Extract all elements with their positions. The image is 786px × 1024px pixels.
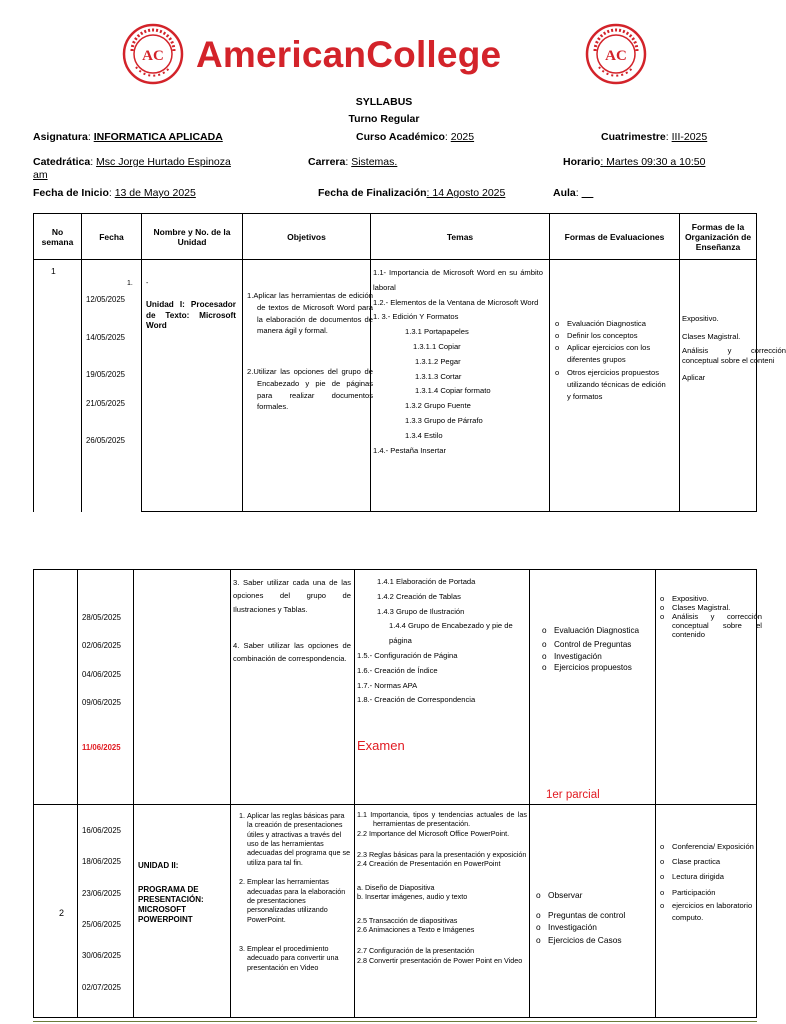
footer-divider <box>33 1021 757 1022</box>
date: 30/06/2025 <box>82 951 122 960</box>
objective-item: 4. Saber utilizar las opciones de combinación de correspondencia. <box>233 641 351 664</box>
date: 02/07/2025 <box>82 983 122 992</box>
date: 23/06/2025 <box>82 889 122 898</box>
page-title: SYLLABUS <box>355 96 413 108</box>
unit-dash: - <box>146 280 149 287</box>
date: 16/06/2025 <box>82 826 122 835</box>
date: 04/06/2025 <box>82 670 122 679</box>
col-header-objectives: Objetivos <box>243 214 371 260</box>
week-number: 1 <box>51 266 56 276</box>
col-header-unit: Nombre y No. de la Unidad <box>142 214 243 260</box>
field-curso: Curso Académico: 2025 <box>356 131 475 143</box>
document-header <box>0 0 768 96</box>
exam-date: 11/06/2025 <box>82 743 121 752</box>
date: 19/05/2025 <box>86 370 126 379</box>
table-row <box>34 260 757 512</box>
col-header-organization: Formas de la Organización de Enseñanza <box>680 214 757 260</box>
organization-list: o Expositivo. o Clases Magistral. o Análisis y corrección conceptual sobre el contenido <box>658 594 762 640</box>
syllabus-table-part1 <box>33 213 786 512</box>
field-catedratica-cont: am <box>33 169 48 181</box>
date: 12/05/2025 <box>86 295 126 304</box>
date: 18/06/2025 <box>82 857 122 866</box>
date: 26/05/2025 <box>86 436 126 445</box>
syllabus-table-part2 <box>33 569 762 1018</box>
topics-list: 1.1- Importancia de Microsoft Word en su ámbito laboral 1.2.- Elementos de la Ventana de Microsoft Word 1. 3.- Edición Y Formatos 1.3.1 Portapapeles 1.3.1.1 Copiar 1.3.1.2 Pegar 1.3.1.3 Cortar 1.3.1.4 Copiar formato 1.3.2 Grupo Fuente 1.3.3 Grupo de Párrafo 1.3.4 Estilo 1.4.- Pestaña Insertar <box>373 268 543 455</box>
unit-title: UNIDAD II: <box>138 861 179 870</box>
date: 25/06/2025 <box>82 920 122 929</box>
week-number: 2 <box>59 908 65 918</box>
college-seal-icon <box>122 23 184 85</box>
col-header-evaluations: Formas de Evaluaciones <box>550 214 680 260</box>
brand-name: AmericanCollege <box>196 34 502 75</box>
date: 14/05/2025 <box>86 333 126 342</box>
exam-label: Examen <box>357 738 405 753</box>
field-catedratica: Catedrática: Msc Jorge Hurtado Espinoza <box>33 156 231 168</box>
objective-item: 1.Aplicar las herramientas de edición de textos de Microsoft Word para la elaboración de documentos de manera ágil y formal. <box>247 291 373 336</box>
topics-list: 1.4.1 Elaboración de Portada 1.4.2 Creación de Tablas 1.4.3 Grupo de Ilustración 1.4.4 Grupo de Encabezado y pie de página 1.5.- Configuración de Página 1.6.- Creación de Índice 1.7.- Normas APA 1.8.- Creación de Correspondencia <box>357 577 513 705</box>
unit-number: 1. <box>127 280 133 287</box>
svg-text:AC: AC <box>605 48 627 64</box>
field-aula: Aula: __ <box>553 187 594 199</box>
table-row <box>34 570 757 805</box>
svg-text:AC: AC <box>142 48 164 64</box>
topics-list: 1.1 Importancia, tipos y tendencias actuales de las herramientas de presentación. 2.2 Importance del Microsoft Office PowerPoint. 2.3 Reglas básicas para la presentación y exposición 2.4 Creación de Presentación en PowerPoint a. Diseño de Diapositiva b. Insertar imágenes, audio y texto 2.5 Transacción de diapositivas 2.6 Animaciones a Texto e Imágenes 2.7 Configuración de la presentación 2.8 Convertir presentación de Power Point en Video <box>357 810 527 965</box>
col-header-topics: Temas <box>371 214 550 260</box>
field-carrera: Carrera: Sistemas. <box>308 156 398 168</box>
field-fecha-inicio: Fecha de Inicio: 13 de Mayo 2025 <box>33 187 196 199</box>
partial-label: 1er parcial <box>546 789 600 801</box>
field-horario: Horario: Martes 09:30 a 10:50 <box>563 156 706 168</box>
objectives-list: 1. Aplicar las reglas básicas para la creación de presentaciones útiles y atractivas a través del uso de las herramientas adecuadas del programa que se utiliza para tal fin. 2. Emplear las herramientas adecuadas para la elaboración de presentaciones personalizadas utilizando PowerPoint. 3. Emplear el procedimiento adecuado para convertir una presentación en Video <box>239 811 351 972</box>
field-asignatura: Asignatura: INFORMATICA APLICADA <box>33 131 223 143</box>
objective-item: 2.Utilizar las opciones del grupo de Encabezado y pie de páginas para realizar documentos formales. <box>247 367 373 412</box>
evaluations-list: o Observar o Preguntas de control o Investigación o Ejercicios de Casos <box>534 889 652 946</box>
table-row <box>34 805 757 1018</box>
unit-name: Unidad I: Procesador de Texto: Microsoft Word <box>146 300 236 331</box>
date: 28/05/2025 <box>82 613 122 622</box>
page-subtitle: Turno Regular <box>348 113 420 125</box>
col-header-week: No semana <box>34 214 82 260</box>
evaluations-list: o Evaluación Diagnostica o Control de Preguntas o Investigación o Ejercicios propuestos <box>540 625 652 674</box>
col-header-date: Fecha <box>82 214 142 260</box>
date: 02/06/2025 <box>82 641 122 650</box>
unit-name: PROGRAMA DE PRESENTACIÓN: MICROSOFT POWERPOINT <box>138 885 204 924</box>
college-seal-icon <box>585 23 647 85</box>
field-fecha-fin: Fecha de Finalización: 14 Agosto 2025 <box>318 187 506 199</box>
date: 09/06/2025 <box>82 698 122 707</box>
organization-list: o Conferencia/ Exposición o Clase practica o Lectura dirigida o Participación o ejercicios en laboratorio computo. <box>658 839 762 924</box>
date: 21/05/2025 <box>86 399 126 408</box>
field-cuatrimestre: Cuatrimestre: III-2025 <box>601 131 708 143</box>
evaluations-list: o Evaluación Diagnostica o Definir los conceptos o Aplicar ejercicios con los diferentes grupos o Otros ejercicios propuestos utilizando técnicas de edición y formatos <box>553 318 671 403</box>
organization-list: Expositivo. Clases Magistral. Análisis y corrección conceptual sobre el conteni Aplicar <box>682 314 786 383</box>
objective-item: 3. Saber utilizar cada una de las opciones del grupo de Ilustraciones y Tablas. <box>233 578 351 614</box>
